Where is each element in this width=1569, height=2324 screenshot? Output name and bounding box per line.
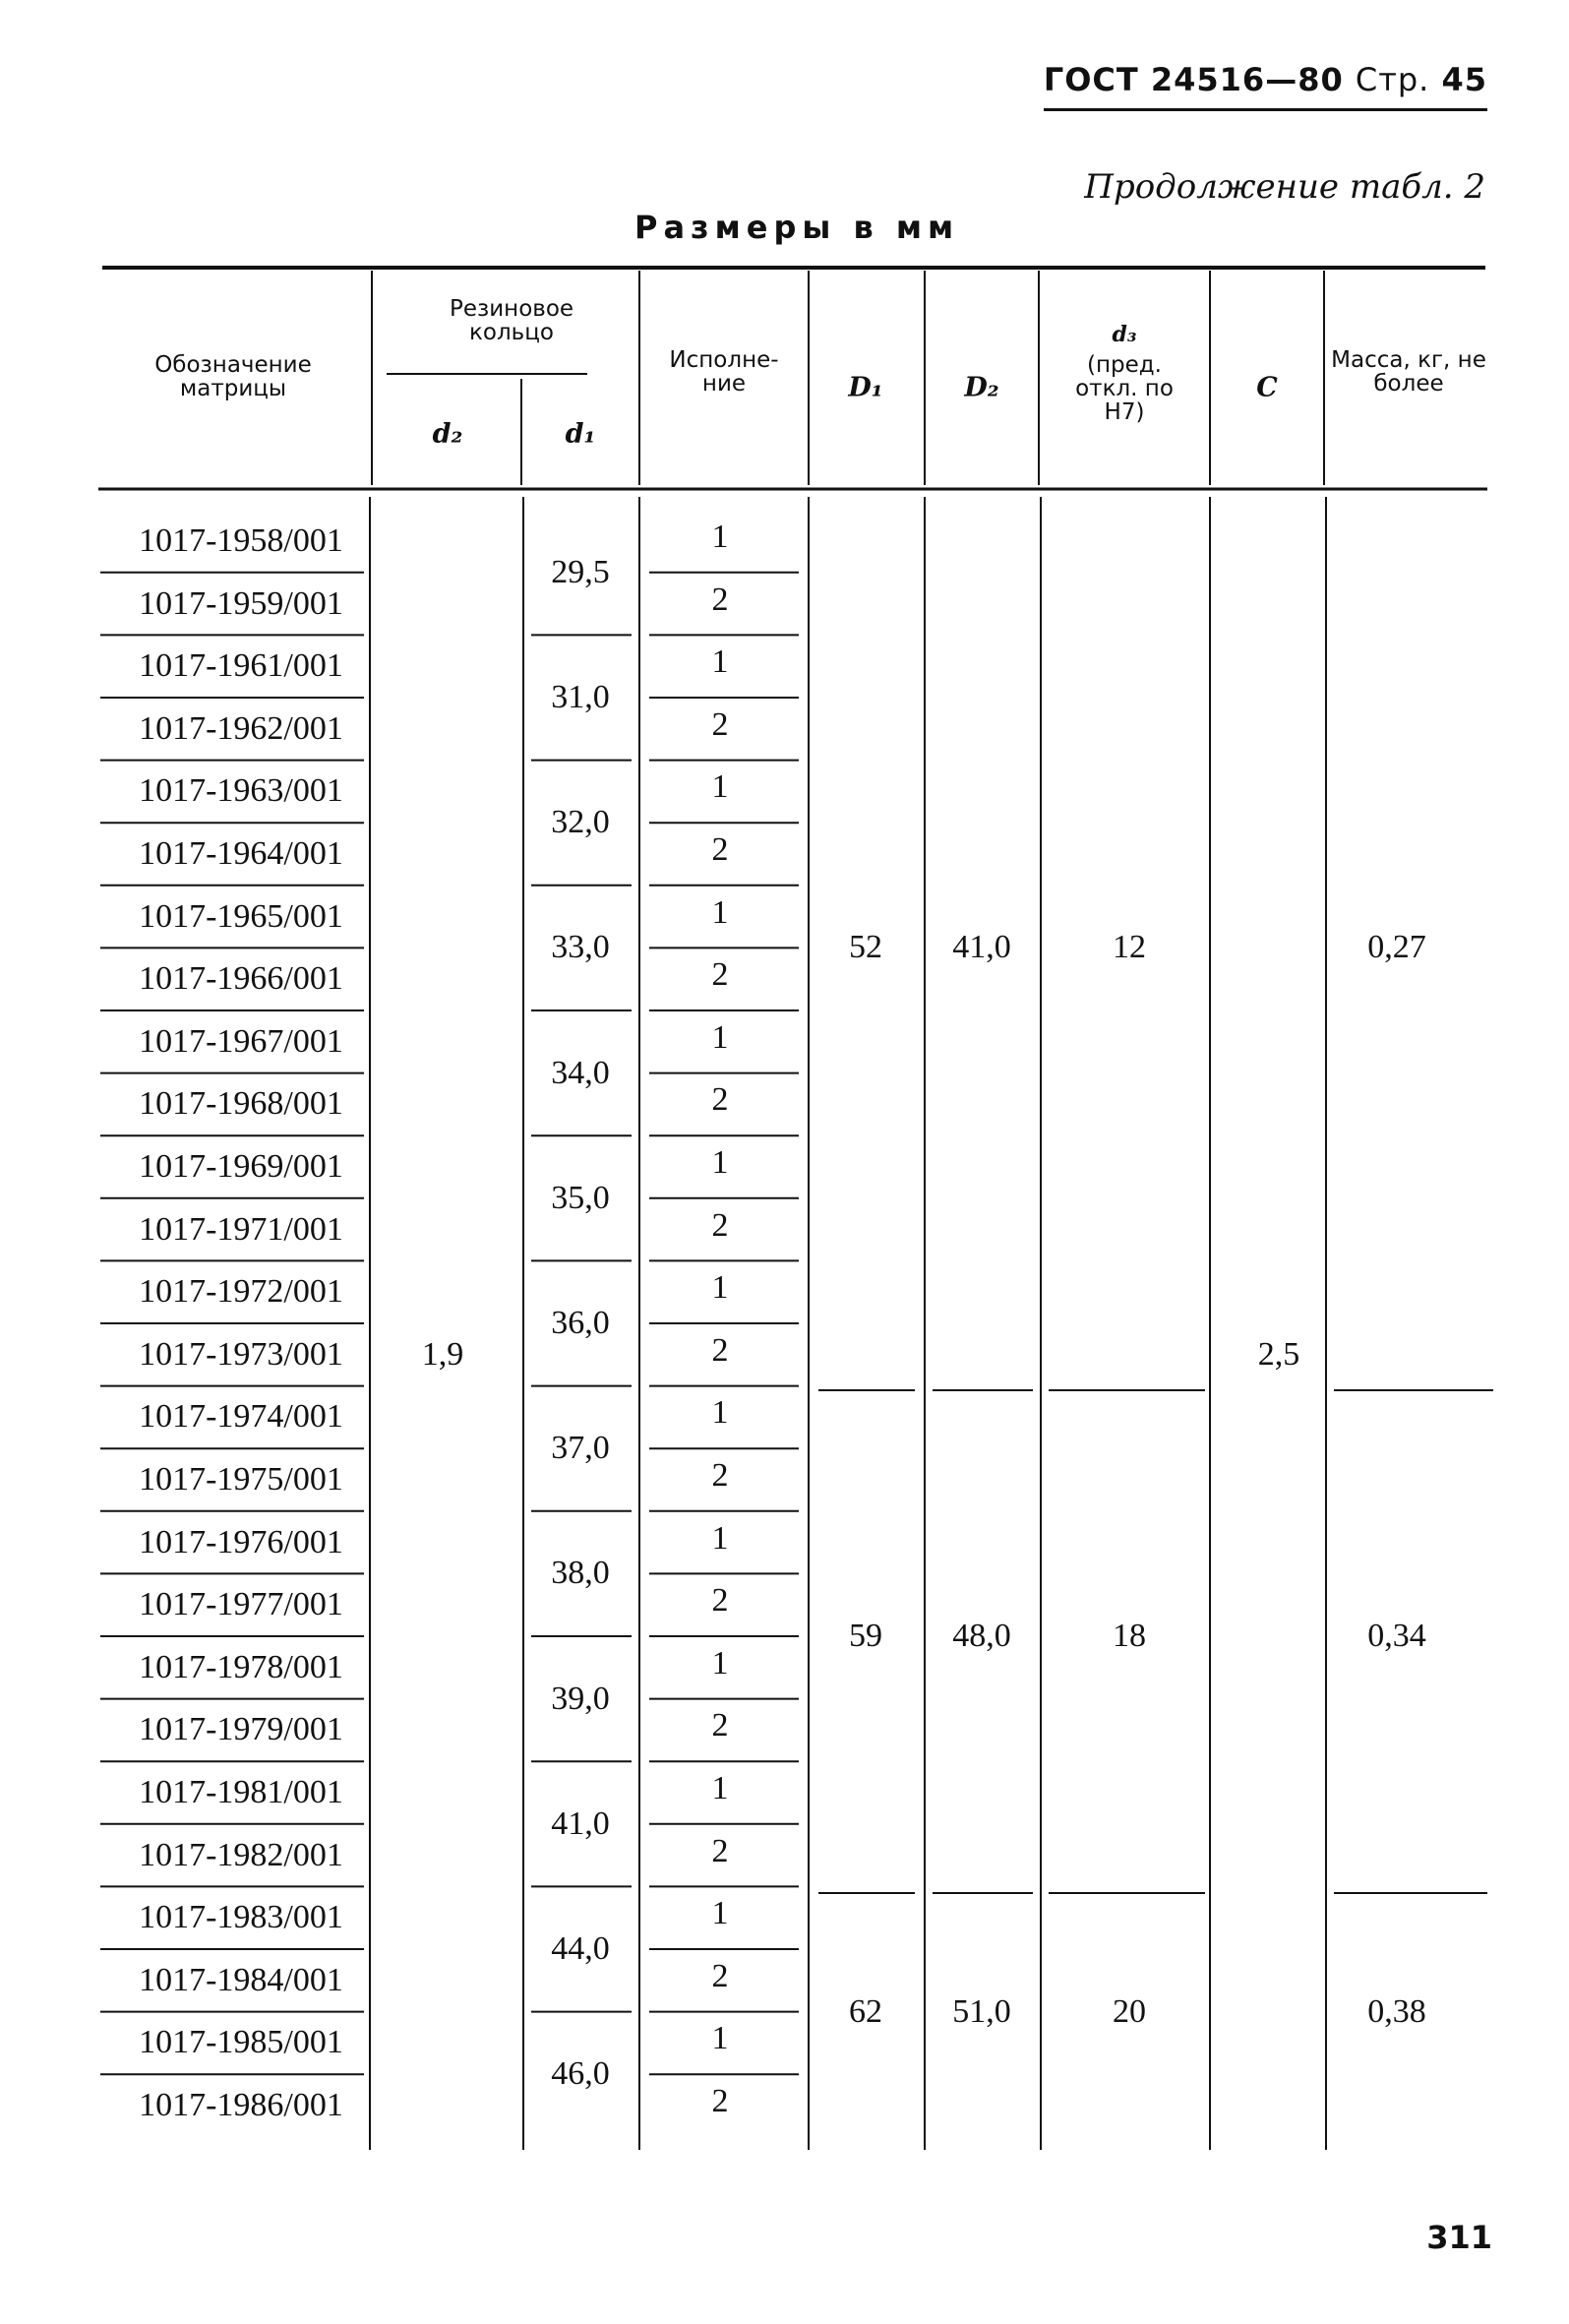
row-designation: 1017-1975/001 — [139, 1461, 343, 1498]
group-d3-value: 20 — [1113, 1992, 1146, 2030]
row-designation: 1017-1961/001 — [139, 647, 343, 685]
column-header-execution: Исполне-ние — [669, 347, 779, 397]
column-header-d3-note: (пред. откл. по H7) — [1075, 352, 1174, 425]
row-d1-value: 36,0 — [551, 1305, 610, 1341]
column-header-d1: d₁ — [565, 418, 596, 450]
row-execution: 2 — [711, 1206, 729, 1244]
row-designation: 1017-1981/001 — [139, 1774, 343, 1810]
row-execution: 2 — [711, 1331, 729, 1369]
row-execution: 2 — [711, 956, 729, 994]
group-d3-value: 18 — [1113, 1618, 1146, 1654]
group-D2-value: 48,0 — [952, 1618, 1011, 1654]
row-execution: 2 — [711, 2083, 729, 2119]
row-execution: 2 — [711, 1582, 729, 1620]
row-execution: 1 — [711, 1519, 729, 1557]
row-designation: 1017-1962/001 — [139, 709, 343, 747]
row-designation: 1017-1976/001 — [139, 1523, 343, 1560]
row-execution: 1 — [711, 1770, 729, 1806]
row-designation: 1017-1985/001 — [139, 2024, 343, 2061]
row-execution: 1 — [711, 1144, 729, 1181]
row-execution: 2 — [711, 705, 729, 743]
row-designation: 1017-1968/001 — [139, 1085, 343, 1123]
row-execution: 2 — [711, 1957, 729, 1994]
column-header-rubber-ring: Резиновое кольцо — [449, 296, 574, 345]
column-header-d2: d₂ — [432, 418, 463, 450]
row-designation: 1017-1969/001 — [139, 1148, 343, 1185]
row-designation: 1017-1971/001 — [139, 1210, 343, 1248]
row-execution: 2 — [711, 831, 729, 868]
row-execution: 1 — [711, 1269, 729, 1307]
column-header-C: C — [1256, 372, 1278, 403]
footer-page-number: 311 — [1426, 2219, 1492, 2256]
row-d1-value: 35,0 — [551, 1179, 610, 1216]
row-d1-value: 44,0 — [551, 1930, 610, 1967]
row-d1-value: 39,0 — [551, 1680, 610, 1717]
row-designation: 1017-1958/001 — [139, 522, 343, 559]
group-d3-value: 12 — [1113, 929, 1146, 966]
row-d1-value: 33,0 — [551, 929, 610, 966]
row-designation: 1017-1967/001 — [139, 1022, 343, 1060]
row-designation: 1017-1986/001 — [139, 2087, 343, 2123]
group-mass-value: 0,34 — [1367, 1618, 1426, 1654]
row-designation: 1017-1965/001 — [139, 897, 343, 935]
row-execution: 1 — [711, 1644, 729, 1682]
column-header-designation: Обозначение матрицы — [154, 352, 312, 401]
row-execution: 2 — [711, 581, 729, 618]
group-mass-value: 0,38 — [1367, 1992, 1426, 2030]
group-D1-value: 52 — [849, 929, 882, 966]
row-designation: 1017-1982/001 — [139, 1836, 343, 1873]
row-execution: 2 — [711, 1707, 729, 1744]
column-header-D2: D₂ — [964, 372, 999, 403]
row-execution: 1 — [711, 1895, 729, 1932]
group-mass-value: 0,27 — [1367, 929, 1426, 966]
page-number: 45 — [1441, 61, 1487, 98]
row-designation: 1017-1966/001 — [139, 960, 343, 998]
column-header-mass: Масса, кг, не более — [1331, 347, 1486, 397]
cell-c-value: 2,5 — [1257, 1335, 1300, 1373]
standard-number: ГОСТ 24516—80 — [1043, 61, 1344, 98]
row-d1-value: 46,0 — [551, 2055, 610, 2093]
row-d1-value: 32,0 — [551, 804, 610, 841]
row-d1-value: 38,0 — [551, 1555, 610, 1592]
row-d1-value: 37,0 — [551, 1430, 610, 1467]
row-designation: 1017-1978/001 — [139, 1648, 343, 1685]
table-continuation-caption: Продолжение табл. 2 — [1084, 167, 1485, 207]
row-designation: 1017-1983/001 — [139, 1899, 343, 1936]
row-designation: 1017-1979/001 — [139, 1711, 343, 1748]
row-designation: 1017-1963/001 — [139, 772, 343, 810]
row-execution: 1 — [711, 768, 729, 806]
row-designation: 1017-1984/001 — [139, 1961, 343, 1998]
row-d1-value: 41,0 — [551, 1804, 610, 1842]
group-D1-value: 62 — [849, 1992, 882, 2030]
group-D2-value: 41,0 — [952, 929, 1011, 966]
row-execution: 1 — [711, 1394, 729, 1432]
row-execution: 1 — [711, 1018, 729, 1056]
column-header-D1: D₁ — [848, 372, 883, 403]
column-header-d3-symbol: d₃ — [1112, 322, 1137, 347]
row-d1-value: 29,5 — [551, 553, 610, 590]
row-execution: 1 — [711, 893, 729, 931]
row-d1-value: 31,0 — [551, 679, 610, 715]
row-designation: 1017-1972/001 — [139, 1273, 343, 1311]
cell-d2-value: 1,9 — [421, 1335, 464, 1373]
row-execution: 1 — [711, 643, 729, 681]
row-d1-value: 34,0 — [551, 1054, 610, 1091]
group-D2-value: 51,0 — [952, 1992, 1011, 2030]
row-execution: 2 — [711, 1081, 729, 1119]
page-label: Стр. — [1355, 61, 1430, 98]
units-caption: Размеры в мм — [634, 209, 960, 246]
row-designation: 1017-1974/001 — [139, 1398, 343, 1436]
group-D1-value: 59 — [849, 1618, 882, 1654]
row-execution: 2 — [711, 1457, 729, 1494]
row-designation: 1017-1964/001 — [139, 835, 343, 872]
row-designation: 1017-1959/001 — [139, 584, 343, 622]
row-execution: 1 — [711, 2020, 729, 2057]
row-execution: 1 — [711, 519, 729, 555]
row-designation: 1017-1973/001 — [139, 1335, 343, 1373]
row-designation: 1017-1977/001 — [139, 1586, 343, 1623]
row-execution: 2 — [711, 1832, 729, 1869]
